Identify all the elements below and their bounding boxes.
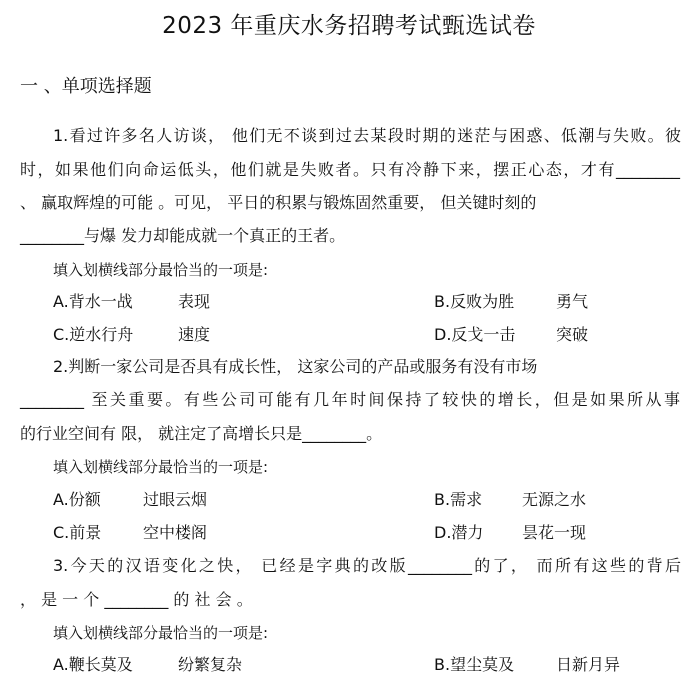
q3-prompt: 填入划横线部分最恰当的一项是: <box>53 624 269 642</box>
q3-line-2: ， 是 一 个 ________ 的 社 会 。 <box>20 590 253 609</box>
q1-line-1: 1.看过许多名人访谈， 他们无不谈到过去某段时期的迷茫与困惑、低潮与失败。彼 <box>53 126 681 145</box>
q3-option-b-word: 日新月异 <box>556 655 621 674</box>
document-title: 2023 年重庆水务招聘考试甄选试卷 <box>162 13 536 39</box>
q2-option-d-word: 昙花一现 <box>522 523 587 542</box>
q2-line-1: 2.判断一家公司是否具有成长性， 这家公司的产品或服务有没有市场 <box>53 357 538 376</box>
q1-prompt: 填入划横线部分最恰当的一项是: <box>53 261 269 279</box>
q1-option-b: B.反败为胜 <box>434 292 515 311</box>
q2-prompt: 填入划横线部分最恰当的一项是: <box>53 458 269 476</box>
q2-option-c: C.前景 <box>53 523 102 542</box>
q1-option-c-word: 速度 <box>178 325 211 344</box>
q3-option-b: B.望尘莫及 <box>434 655 515 674</box>
q1-option-b-word: 勇气 <box>556 292 589 311</box>
q1-option-a-word: 表现 <box>178 292 211 311</box>
q3-option-a-word: 纷繁复杂 <box>178 655 243 674</box>
q2-option-d: D.潜力 <box>434 523 484 542</box>
q1-line-2: 时，如果他们向命运低头，他们就是失败者。只有冷静下来，摆正心态，才有________ <box>20 160 680 179</box>
q2-option-b: B.需求 <box>434 490 483 509</box>
q1-option-c: C.逆水行舟 <box>53 325 134 344</box>
q2-line-2: ________ 至关重要。有些公司可能有几年时间保持了较快的增长，但是如果所从事 <box>20 390 680 409</box>
q3-line-1: 3.今天的汉语变化之快， 已经是字典的改版________的了， 而所有这些的背后 <box>53 556 681 575</box>
q1-option-d: D.反戈一击 <box>434 325 516 344</box>
section-heading: 一 、单项选择题 <box>20 76 152 97</box>
q2-option-c-word: 空中楼阁 <box>143 523 208 542</box>
q2-line-3: 的行业空间有 限， 就注定了高增长只是________。 <box>20 424 383 443</box>
q2-option-a-word: 过眼云烟 <box>143 490 208 509</box>
q1-option-d-word: 突破 <box>556 325 589 344</box>
q1-option-a: A.背水一战 <box>53 292 133 311</box>
q3-option-a: A.鞭长莫及 <box>53 655 133 674</box>
q2-option-b-word: 无源之水 <box>522 490 587 509</box>
q2-option-a: A.份额 <box>53 490 101 509</box>
q1-line-4: ________与爆 发力却能成就一个真正的王者。 <box>20 226 346 245</box>
q1-line-3: 、 赢取辉煌的可能 。可见， 平日的积累与锻炼固然重要， 但关键时刻的 <box>20 193 537 212</box>
